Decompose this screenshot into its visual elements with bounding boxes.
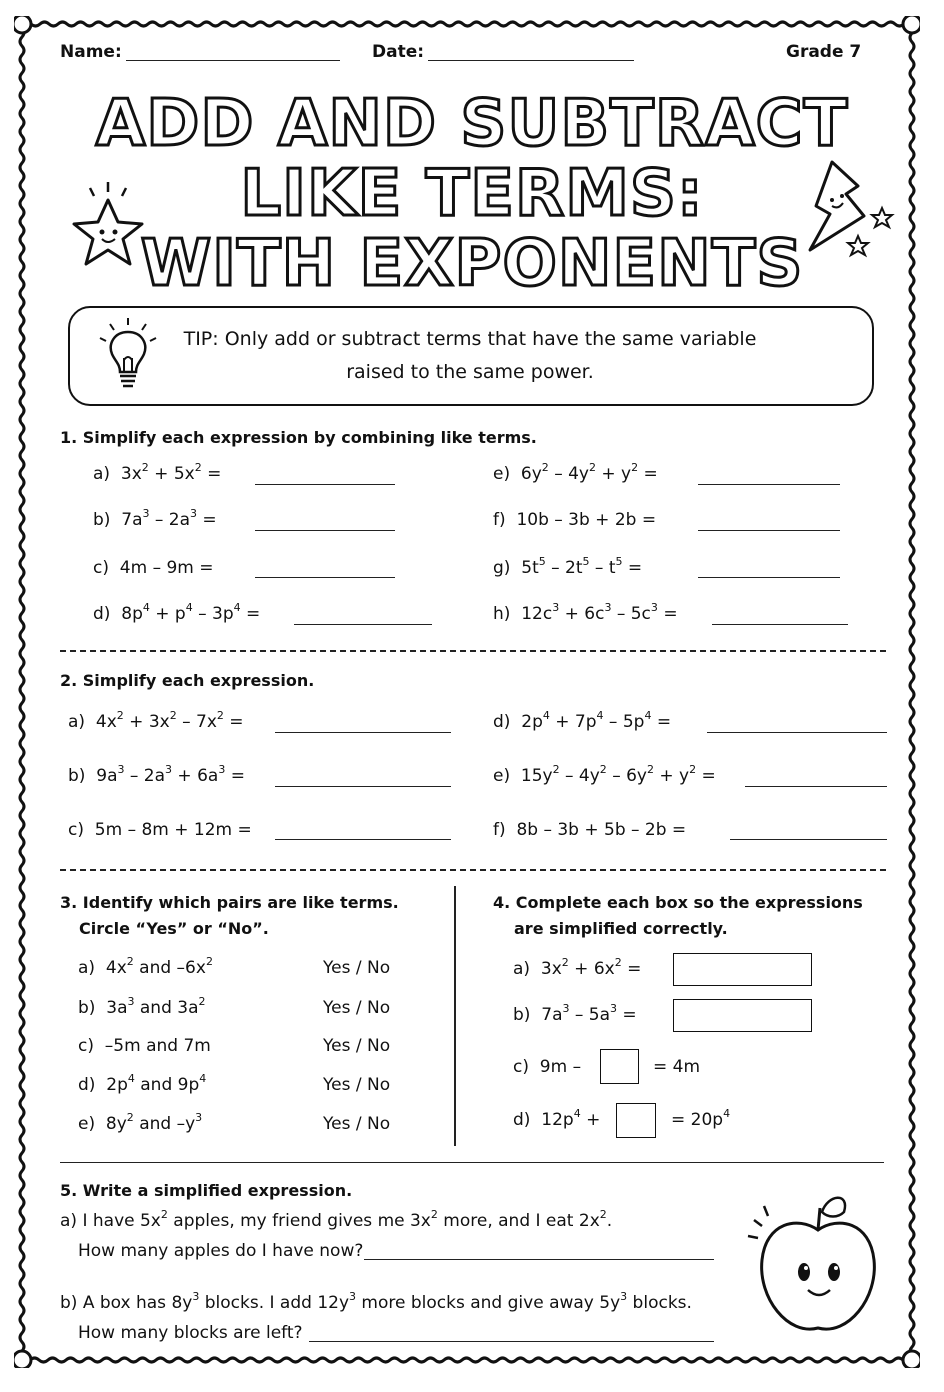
expression-result: = 4m [653,1057,701,1077]
answer-line[interactable] [294,624,432,625]
answer-line[interactable] [730,839,887,840]
exponent: 3 [650,601,658,614]
exponent: 3 [127,995,135,1008]
s1-item-f [493,510,656,530]
s1-item-d [93,601,261,624]
answer-box[interactable] [600,1049,639,1084]
exponent: 2 [561,956,569,969]
exponent: 4 [199,1072,207,1085]
s3-item-d [78,1072,207,1095]
answer-line[interactable] [275,839,451,840]
answer-line[interactable] [255,577,395,578]
expression: 10b – 3b + 2b = [516,510,657,530]
item-label: f) [493,510,506,530]
item-label: a) [78,958,96,978]
expression: $15y^2 - 4y^2 - 6y^2 + y^2$ = [520,763,716,786]
item-label: e) [493,464,511,484]
exponent: 4 [573,1107,581,1120]
exponent: 3 [552,601,560,614]
exponent: 3 [165,763,173,776]
exponent: 2 [689,763,697,776]
item-label: a) [513,959,531,979]
expression: = $20p^4$ [671,1107,731,1130]
exponent: 4 [233,601,241,614]
tip-line-1: TIP: Only add or subtract terms that have the same variable [183,328,757,350]
title-line-1: ADD AND SUBTRACT [95,87,849,161]
expression-result [671,1107,731,1130]
expression: $12p^4$ + [541,1107,601,1130]
s3-item-b [78,995,206,1018]
exponent: 3 [610,1002,618,1015]
answer-box[interactable] [673,999,812,1032]
expression: $12c^3 + 6c^3 - 5c^3$ = [521,601,678,624]
exponent: 2 [216,709,224,722]
exponent: 2 [588,461,596,474]
s2-item-e [493,763,716,786]
section-4-heading: 4. Complete each box so the expressions [493,893,863,912]
exponent: 5 [538,555,546,568]
yes-no-choice[interactable]: Yes / No [323,958,391,978]
item-label: a) [93,464,111,484]
expression: b) A box has $8y^3$ blocks. I add $12y^3$ more blocks and give away $5y^3$ blocks. [60,1290,692,1313]
s2-item-f [493,820,686,840]
expression: $2p^4 + 7p^4 - 5p^4$ = [521,709,672,732]
exponent: 2 [194,461,202,474]
answer-box[interactable] [673,953,812,986]
answer-line[interactable] [698,484,840,485]
s2-item-c [68,820,252,840]
yes-no-choice[interactable]: Yes / No [323,1114,391,1134]
answer-line[interactable] [698,577,840,578]
s2-item-b [68,763,245,786]
exponent: 2 [126,955,134,968]
item-label: c) [78,1036,94,1056]
answer-line[interactable] [309,1341,714,1342]
expression: $4x^2$ and $-6x^2$ [105,955,213,978]
exponent: 3 [562,1002,570,1015]
section-3-subheading: Circle “Yes” or “No”. [79,919,269,938]
exponent: 4 [723,1107,731,1120]
exponent: 2 [205,955,213,968]
item-label: d) [493,712,511,732]
exponent: 2 [631,461,639,474]
item-label: b) [78,998,96,1018]
exponent: 2 [198,995,206,1008]
expression: $8p^4 + p^4 - 3p^4$ = [121,601,261,624]
exponent: 2 [541,461,549,474]
expression: $6y^2 - 4y^2 + y^2$ = [520,461,658,484]
smiling-lightning-icon [796,156,900,266]
s3-item-a [78,955,213,978]
smiling-apple-icon [740,1186,896,1350]
expression: $9a^3 - 2a^3 + 6a^3$ = [96,763,245,786]
section-4-subheading: are simplified correctly. [514,919,728,938]
s1-item-b [93,507,217,530]
item-label: d) [78,1075,96,1095]
s4-item-d [513,1107,601,1130]
exponent: 4 [185,601,193,614]
s1-item-h [493,601,678,624]
s3-item-c [78,1036,211,1056]
item-label: f) [493,820,506,840]
tip-box [68,306,874,406]
exponent: 2 [160,1208,168,1221]
exponent: 5 [582,555,590,568]
s1-item-e [493,461,658,484]
expression: $3x^2 + 5x^2$ = [120,461,222,484]
section-divider [60,869,886,871]
expression: –5m and 7m [104,1036,211,1056]
exponent: 2 [599,1208,607,1221]
exponent: 2 [552,763,560,776]
item-label: b) [93,510,111,530]
answer-line[interactable] [275,786,451,787]
expression: 5m – 8m + 12m = [94,820,252,840]
item-label: e) [493,766,511,786]
item-label: d) [93,604,111,624]
expression: $7a^3 - 5a^3$ = [541,1002,637,1025]
item-label: b) [68,766,86,786]
s4-item-c [513,1057,581,1077]
exponent: 4 [644,709,652,722]
exponent: 3 [190,507,198,520]
expression: $3a^3$ and $3a^2$ [106,995,206,1018]
exponent: 2 [141,461,149,474]
answer-line[interactable] [364,1259,714,1260]
exponent: 3 [192,1290,200,1303]
item-label: e) [78,1114,96,1134]
s5-question-b-prompt: How many blocks are left? [78,1323,303,1343]
date-field[interactable] [428,60,634,61]
section-1-heading: 1. Simplify each expression by combining like terms. [60,428,537,447]
grade-label: Grade 7 [786,42,862,62]
exponent: 3 [218,763,226,776]
section-divider [60,1162,884,1163]
exponent: 2 [430,1208,438,1221]
exponent: 2 [169,709,177,722]
answer-line[interactable] [275,732,451,733]
exponent: 2 [126,1111,134,1124]
exponent: 3 [142,507,150,520]
smiling-star-icon [60,178,160,278]
s5-question-a-prompt: How many apples do I have now? [78,1241,364,1261]
s1-item-a [93,461,222,484]
tip-line-2: raised to the same power. [346,361,594,383]
exponent: 2 [599,763,607,776]
expression: $4x^2 + 3x^2 - 7x^2$ = [95,709,244,732]
answer-line[interactable] [255,484,395,485]
expression: $7a^3 - 2a^3$ = [121,507,217,530]
exponent: 3 [117,763,125,776]
answer-line[interactable] [712,624,848,625]
exponent: 2 [646,763,654,776]
exponent: 5 [615,555,623,568]
s1-item-c [93,558,214,578]
exponent: 3 [604,601,612,614]
answer-line[interactable] [255,530,395,531]
item-label: h) [493,604,511,624]
s4-item-b [513,1002,637,1025]
s1-item-g [493,555,643,578]
exponent: 4 [127,1072,135,1085]
section-3-heading: 3. Identify which pairs are like terms. [60,893,399,912]
s5-question-b [60,1290,692,1313]
date-label: Date: [372,42,425,62]
exponent: 2 [116,709,124,722]
expression: 4m – 9m = [119,558,214,578]
item-label: c) [93,558,109,578]
s4-item-a [513,956,642,979]
yes-no-choice[interactable]: Yes / No [323,1036,391,1056]
column-divider [454,886,456,1146]
answer-line[interactable] [707,732,887,733]
section-2-heading: 2. Simplify each expression. [60,671,315,690]
item-label: a) [68,712,86,732]
exponent: 4 [542,709,550,722]
answer-line[interactable] [745,786,887,787]
yes-no-choice[interactable]: Yes / No [323,1075,391,1095]
section-divider [60,650,886,652]
exponent: 3 [349,1290,357,1303]
item-label: c) [513,1057,529,1077]
item-label: c) [68,820,84,840]
expression: $2p^4$ and $9p^4$ [106,1072,207,1095]
title-line-3: WITH EXPONENTS [140,227,804,301]
section-5-heading: 5. Write a simplified expression. [60,1181,353,1200]
exponent: 4 [596,709,604,722]
s2-item-a [68,709,244,732]
s5-question-a [60,1208,613,1231]
name-field[interactable] [126,60,340,61]
name-label: Name: [60,42,122,62]
title-line-2: LIKE TERMS: [240,157,704,231]
exponent: 4 [142,601,150,614]
expression: 9m – [539,1057,582,1077]
s2-item-d [493,709,672,732]
expression: 8b – 3b + 5b – 2b = [516,820,687,840]
s3-item-e [78,1111,203,1134]
yes-no-choice[interactable]: Yes / No [323,998,391,1018]
answer-box[interactable] [616,1103,656,1138]
expression: $3x^2 + 6x^2$ = [540,956,642,979]
expression: a) I have $5x^2$ apples, my friend gives me $3x^2$ more, and I eat $2x^2$. [60,1208,613,1231]
expression: $5t^5 - 2t^5 - t^5$ = [521,555,643,578]
answer-line[interactable] [698,530,840,531]
exponent: 3 [620,1290,628,1303]
item-label: b) [513,1005,531,1025]
expression: $8y^2$ and $-y^3$ [105,1111,203,1134]
exponent: 3 [195,1111,203,1124]
item-label: d) [513,1110,531,1130]
item-label: g) [493,558,511,578]
exponent: 2 [614,956,622,969]
